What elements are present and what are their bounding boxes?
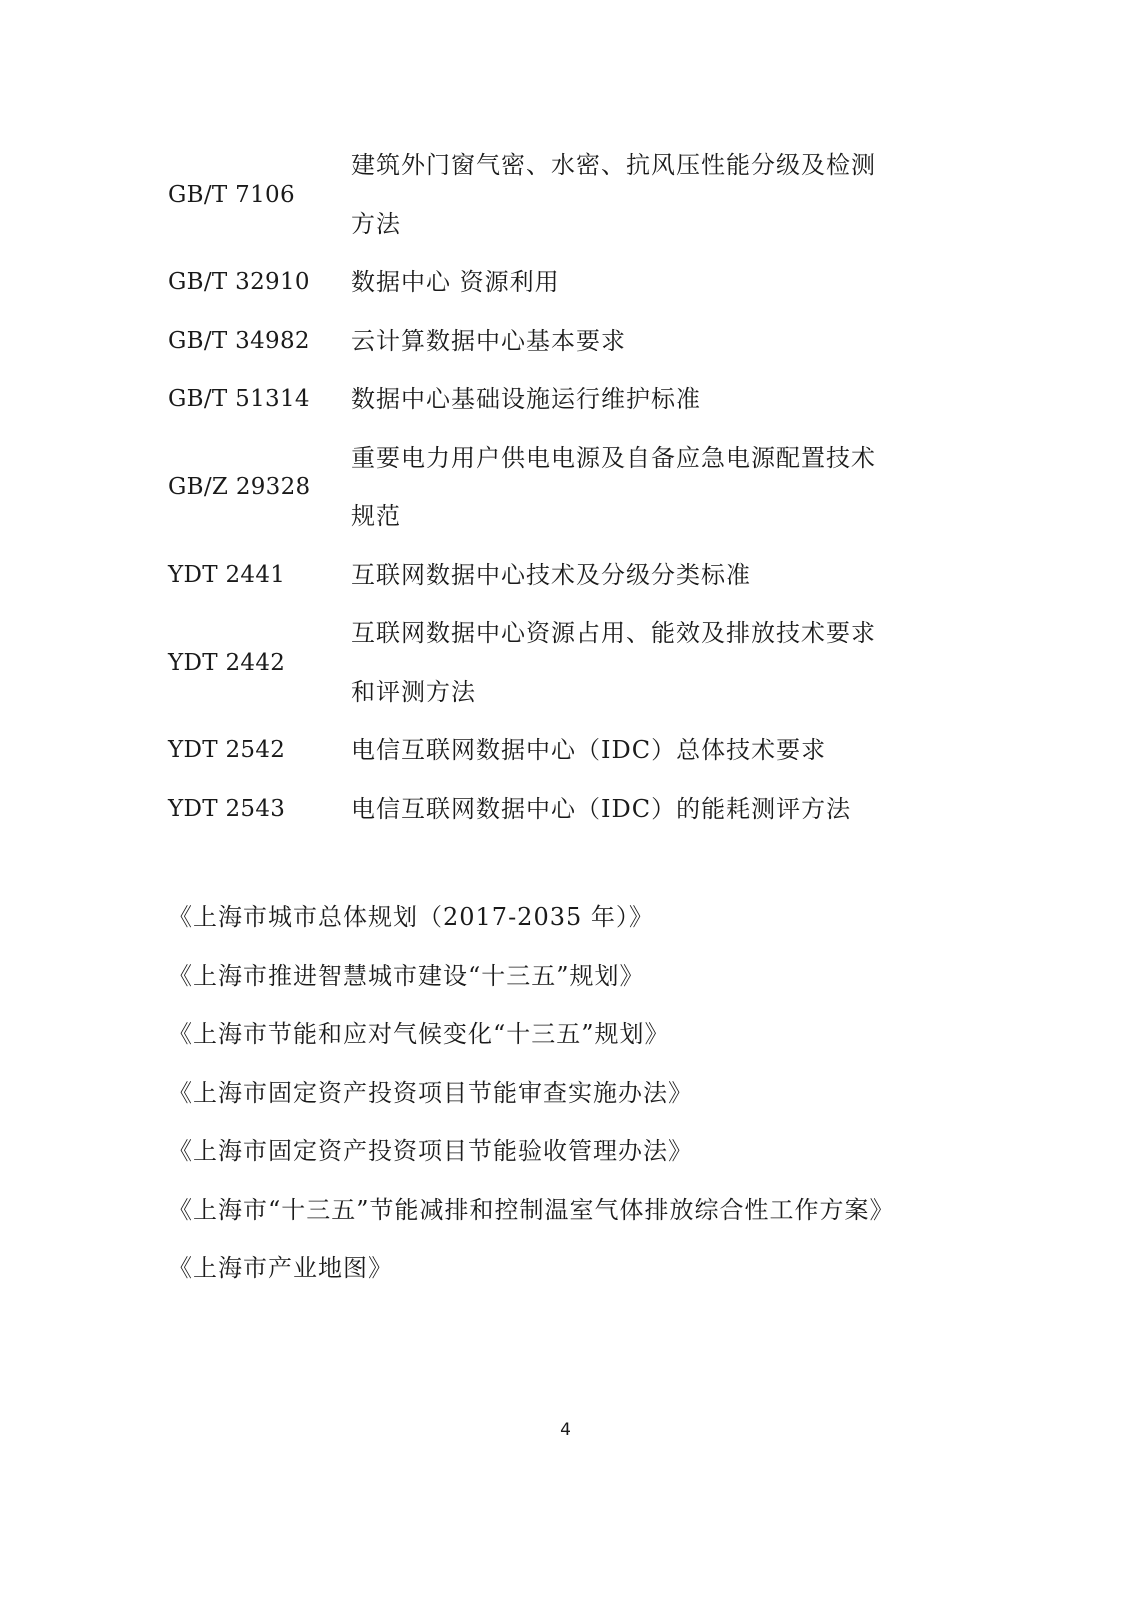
page-number: 4	[560, 1420, 571, 1440]
standards-table	[168, 136, 888, 838]
standard-code: YDT 2543	[168, 795, 286, 822]
standard-code: GB/T 51314	[168, 386, 310, 413]
table-row	[168, 429, 888, 546]
table-row	[168, 312, 888, 371]
list-item: 《上海市城市总体规划（2017-2035 年）》	[168, 903, 654, 931]
standard-code: GB/T 34982	[168, 327, 310, 354]
standard-name: 数据中心 资源利用	[351, 268, 560, 296]
standard-name: 云计算数据中心基本要求	[351, 326, 626, 355]
standard-code: YDT 2542	[168, 737, 286, 764]
standard-name: 电信互联网数据中心（IDC）总体技术要求	[351, 736, 827, 764]
table-row	[168, 546, 888, 605]
standard-code: GB/Z 29328	[168, 474, 311, 500]
standard-name: 互联网数据中心技术及分级分类标准	[351, 560, 751, 589]
table-row	[168, 136, 888, 253]
standard-name: 建筑外门窗气密、水密、抗风压性能分级及检测方法	[351, 151, 876, 238]
list-item: 《上海市产业地图》	[168, 1254, 393, 1282]
table-row	[168, 604, 888, 721]
list-item: 《上海市“十三五”节能减排和控制温室气体排放综合性工作方案》	[168, 1195, 895, 1224]
standard-name: 数据中心基础设施运行维护标准	[351, 385, 701, 413]
standard-name: 互联网数据中心资源占用、能效及排放技术要求和评测方法	[351, 619, 876, 706]
standard-code: GB/T 7106	[168, 181, 295, 208]
standard-code: GB/T 32910	[168, 269, 310, 296]
reference-list	[168, 888, 895, 1298]
list-item: 《上海市推进智慧城市建设“十三五”规划》	[168, 961, 645, 990]
standard-name: 重要电力用户供电电源及自备应急电源配置技术规范	[351, 443, 876, 530]
table-row	[168, 721, 888, 780]
list-item: 《上海市固定资产投资项目节能验收管理办法》	[168, 1137, 693, 1165]
table-row	[168, 780, 888, 839]
standard-name: 电信互联网数据中心（IDC）的能耗测评方法	[351, 794, 852, 823]
table-row	[168, 370, 888, 429]
list-item: 《上海市固定资产投资项目节能审查实施办法》	[168, 1078, 693, 1107]
standard-code: YDT 2442	[168, 649, 286, 676]
list-item: 《上海市节能和应对气候变化“十三五”规划》	[168, 1020, 670, 1048]
table-row	[168, 253, 888, 312]
standard-code: YDT 2441	[168, 561, 286, 588]
